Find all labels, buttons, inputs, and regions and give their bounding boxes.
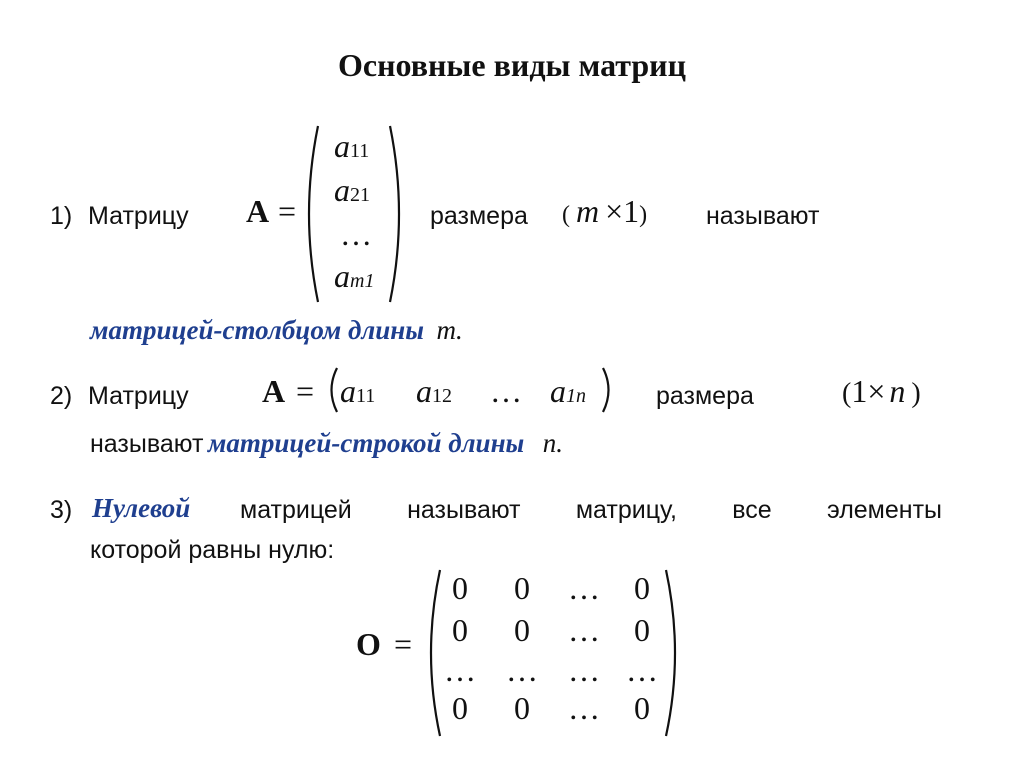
zero-matrix-cell: 0 xyxy=(452,690,468,726)
item3-word: все xyxy=(732,496,772,524)
item1-number: 1) xyxy=(50,202,73,230)
item1-definition: матрицей-столбцом длины xyxy=(90,315,425,345)
item2-matrix-name: A xyxy=(262,373,286,409)
item3-word: матрицей xyxy=(240,496,352,524)
item1-size: ( m ×1) xyxy=(562,193,648,229)
item2-equals: = xyxy=(296,373,315,409)
zero-matrix-cell: … xyxy=(568,690,600,726)
item1-entry-a11: a11 xyxy=(334,128,370,164)
zero-matrix-cell: 0 xyxy=(514,570,530,606)
item1-called: называют xyxy=(706,202,820,230)
zero-matrix-cell: … xyxy=(444,652,476,688)
item2-size-word: размера xyxy=(656,382,754,410)
item2-size: (1× n ) xyxy=(842,373,921,409)
item2-entry-a11: a11 xyxy=(340,373,376,409)
zero-matrix-cell: … xyxy=(568,570,600,606)
item3-term: Нулевой xyxy=(92,493,191,523)
item1-entry-dots: … xyxy=(340,216,372,252)
item2-length-var: n. xyxy=(542,428,563,458)
item3-line2: которой равны нулю: xyxy=(90,536,335,564)
item3-word: матрицу, xyxy=(575,496,677,524)
item1-left-paren xyxy=(298,124,322,304)
item2-right-paren xyxy=(600,366,616,414)
item3-equals: = xyxy=(394,626,413,662)
zero-matrix-cell: 0 xyxy=(514,690,530,726)
zero-matrix-cell: … xyxy=(568,612,600,648)
zero-matrix-cell: 0 xyxy=(514,612,530,648)
item3-word: называют xyxy=(407,496,521,524)
item1-equals: = xyxy=(278,193,297,229)
zero-matrix-cell: … xyxy=(626,652,658,688)
item1-entry-a21: a21 xyxy=(334,172,370,208)
item2-definition-line xyxy=(90,428,563,459)
item2-left-paren xyxy=(324,366,340,414)
item2-number: 2) xyxy=(50,382,73,410)
item1-definition-line xyxy=(90,315,463,346)
item3-matrix-name: O xyxy=(356,626,381,662)
item2-entry-a12: a12 xyxy=(416,373,452,409)
item3-line1 xyxy=(240,495,942,525)
item1-length-var: m. xyxy=(436,315,463,345)
item2-definition: матрицей-строкой длины xyxy=(207,428,525,458)
item2-lead: Матрицу xyxy=(88,382,189,410)
item2-entry-dots: … xyxy=(490,373,522,409)
item1-right-paren xyxy=(386,124,410,304)
item1-entry-am1: am1 xyxy=(334,258,375,294)
item2-entry-a1n: a1n xyxy=(550,373,586,409)
item1-matrix-name: A xyxy=(246,193,270,229)
zero-matrix-cell: 0 xyxy=(634,612,650,648)
item1-size-word: размера xyxy=(430,202,528,230)
zero-matrix-cell: 0 xyxy=(634,570,650,606)
zero-matrix-cell: … xyxy=(568,652,600,688)
page-title: Основные виды матриц xyxy=(337,47,687,83)
item3-number: 3) xyxy=(50,496,73,524)
item1-lead: Матрицу xyxy=(88,202,189,230)
item3-word: элементы xyxy=(826,496,942,524)
zero-matrix-cell: 0 xyxy=(452,612,468,648)
zero-matrix-cell: 0 xyxy=(452,570,468,606)
zero-matrix-cell: 0 xyxy=(634,690,650,726)
zero-matrix-cell: … xyxy=(506,652,538,688)
item2-called: называют xyxy=(90,430,204,458)
